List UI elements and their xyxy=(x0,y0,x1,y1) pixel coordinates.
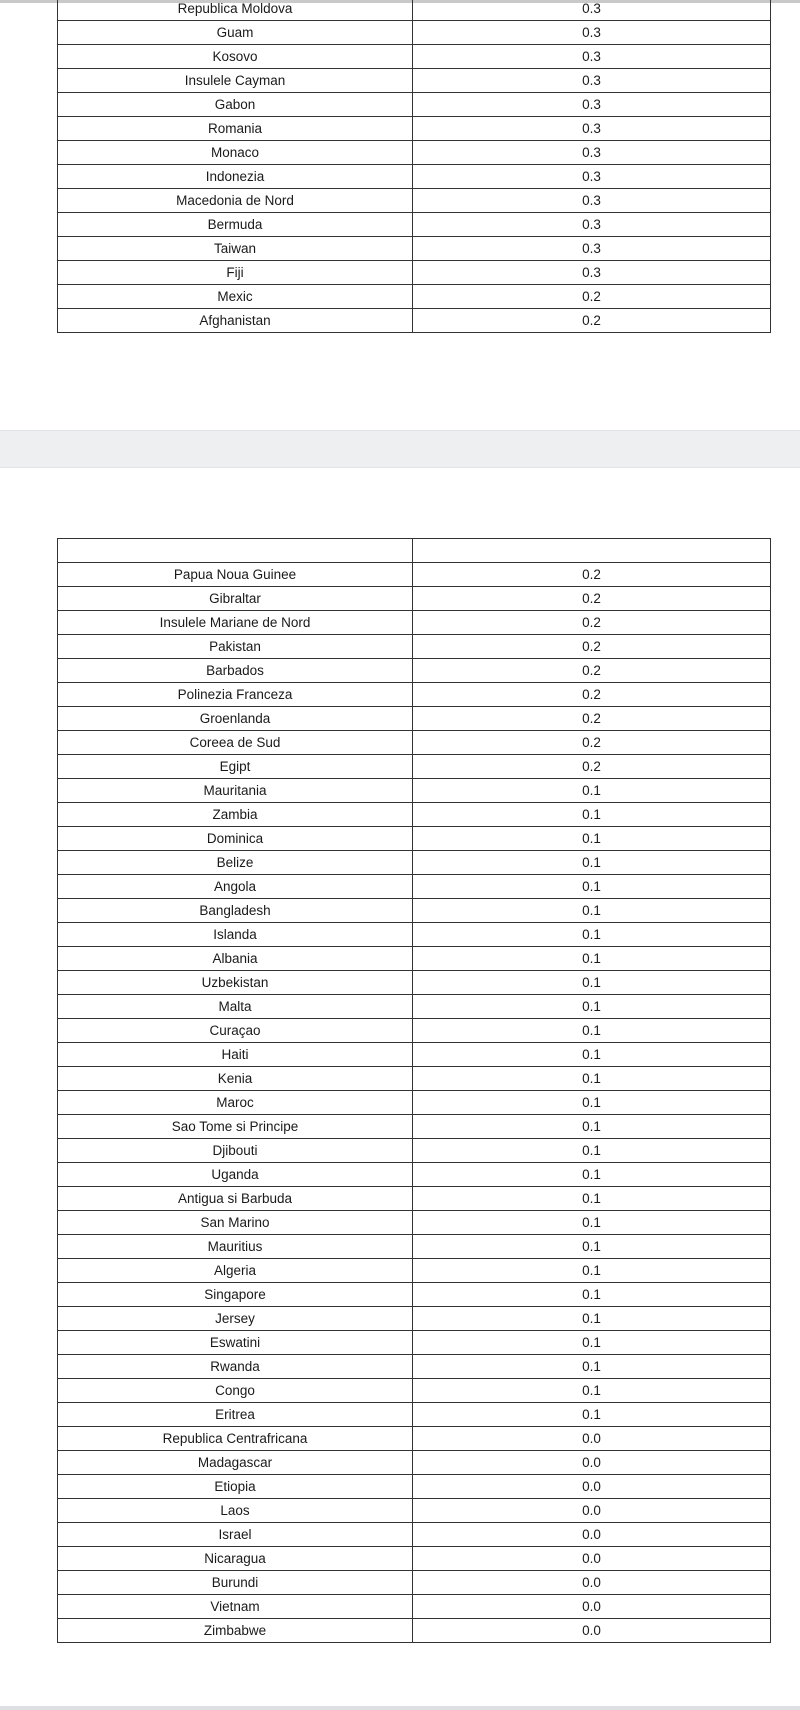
table-row xyxy=(58,117,771,141)
value-cell: 0.1 xyxy=(413,995,771,1019)
table-row xyxy=(58,1595,771,1619)
table-row xyxy=(58,0,771,21)
table-row xyxy=(58,1547,771,1571)
table-row xyxy=(58,93,771,117)
table-row xyxy=(58,1115,771,1139)
country-cell: Uganda xyxy=(58,1163,413,1187)
table-row xyxy=(58,1355,771,1379)
value-cell: 0.2 xyxy=(413,755,771,779)
value-cell: 0.1 xyxy=(413,1235,771,1259)
country-cell: Romania xyxy=(58,117,413,141)
table-row xyxy=(58,1307,771,1331)
value-cell: 0.0 xyxy=(413,1547,771,1571)
table-row xyxy=(58,635,771,659)
country-cell: Israel xyxy=(58,1523,413,1547)
country-cell: Laos xyxy=(58,1499,413,1523)
table-row xyxy=(58,1019,771,1043)
table-row xyxy=(58,923,771,947)
value-cell: 0.3 xyxy=(413,165,771,189)
value-cell: 0.1 xyxy=(413,923,771,947)
value-cell: 0.1 xyxy=(413,971,771,995)
country-cell: San Marino xyxy=(58,1211,413,1235)
country-cell: Taiwan xyxy=(58,237,413,261)
table-row xyxy=(58,189,771,213)
table-row xyxy=(58,803,771,827)
country-table-top xyxy=(57,0,771,333)
table-row xyxy=(58,45,771,69)
table-row xyxy=(58,971,771,995)
value-cell: 0.1 xyxy=(413,1067,771,1091)
value-cell: 0.1 xyxy=(413,1211,771,1235)
value-cell: 0.3 xyxy=(413,93,771,117)
value-cell: 0.1 xyxy=(413,1187,771,1211)
table-row xyxy=(58,827,771,851)
header-cell-empty xyxy=(413,539,771,563)
table-row xyxy=(58,947,771,971)
table-row xyxy=(58,1163,771,1187)
country-table-bottom xyxy=(57,538,771,1643)
table-row xyxy=(58,1235,771,1259)
value-cell: 0.0 xyxy=(413,1619,771,1643)
value-cell: 0.1 xyxy=(413,803,771,827)
table-row xyxy=(58,755,771,779)
value-cell: 0.1 xyxy=(413,827,771,851)
value-cell: 0.2 xyxy=(413,683,771,707)
table-row xyxy=(58,1451,771,1475)
country-cell: Maroc xyxy=(58,1091,413,1115)
country-cell: Insulele Mariane de Nord xyxy=(58,611,413,635)
country-cell: Papua Noua Guinee xyxy=(58,563,413,587)
value-cell: 0.0 xyxy=(413,1451,771,1475)
table-row xyxy=(58,899,771,923)
table-row xyxy=(58,659,771,683)
country-cell: Burundi xyxy=(58,1571,413,1595)
table-row xyxy=(58,1259,771,1283)
country-cell: Bermuda xyxy=(58,213,413,237)
value-cell: 0.0 xyxy=(413,1427,771,1451)
table-row xyxy=(58,1067,771,1091)
table-row xyxy=(58,309,771,333)
table-row xyxy=(58,1283,771,1307)
table-row xyxy=(58,1619,771,1643)
country-cell: Islanda xyxy=(58,923,413,947)
value-cell: 0.2 xyxy=(413,285,771,309)
country-cell: Mexic xyxy=(58,285,413,309)
country-cell: Gibraltar xyxy=(58,587,413,611)
value-cell: 0.1 xyxy=(413,899,771,923)
country-cell: Belize xyxy=(58,851,413,875)
country-cell: Madagascar xyxy=(58,1451,413,1475)
country-cell: Albania xyxy=(58,947,413,971)
value-cell: 0.2 xyxy=(413,635,771,659)
table-row xyxy=(58,707,771,731)
table-row xyxy=(58,683,771,707)
country-cell: Gabon xyxy=(58,93,413,117)
country-cell: Rwanda xyxy=(58,1355,413,1379)
country-cell: Monaco xyxy=(58,141,413,165)
page-separator xyxy=(0,430,800,468)
value-cell: 0.3 xyxy=(413,45,771,69)
country-cell: Barbados xyxy=(58,659,413,683)
country-cell: Afghanistan xyxy=(58,309,413,333)
country-cell: Angola xyxy=(58,875,413,899)
country-cell: Pakistan xyxy=(58,635,413,659)
table-row xyxy=(58,731,771,755)
value-cell: 0.1 xyxy=(413,1091,771,1115)
country-cell: Mauritania xyxy=(58,779,413,803)
value-cell: 0.3 xyxy=(413,117,771,141)
value-cell: 0.1 xyxy=(413,1163,771,1187)
value-cell: 0.3 xyxy=(413,261,771,285)
value-cell: 0.1 xyxy=(413,1283,771,1307)
value-cell: 0.1 xyxy=(413,1355,771,1379)
value-cell: 0.3 xyxy=(413,141,771,165)
country-cell: Eritrea xyxy=(58,1403,413,1427)
table-row xyxy=(58,875,771,899)
country-cell: Nicaragua xyxy=(58,1547,413,1571)
table-row xyxy=(58,1571,771,1595)
country-cell: Macedonia de Nord xyxy=(58,189,413,213)
table-row xyxy=(58,1379,771,1403)
table-row xyxy=(58,285,771,309)
value-cell: 0.3 xyxy=(413,189,771,213)
table-row xyxy=(58,213,771,237)
table-row xyxy=(58,995,771,1019)
country-cell: Groenlanda xyxy=(58,707,413,731)
value-cell: 0.1 xyxy=(413,1019,771,1043)
header-cell-empty xyxy=(58,539,413,563)
table-row xyxy=(58,21,771,45)
value-cell: 0.1 xyxy=(413,779,771,803)
table-row xyxy=(58,69,771,93)
value-cell: 0.0 xyxy=(413,1595,771,1619)
value-cell: 0.1 xyxy=(413,1139,771,1163)
value-cell: 0.3 xyxy=(413,21,771,45)
value-cell: 0.3 xyxy=(413,213,771,237)
country-cell: Curaçao xyxy=(58,1019,413,1043)
value-cell: 0.2 xyxy=(413,309,771,333)
country-cell: Kosovo xyxy=(58,45,413,69)
value-cell: 0.1 xyxy=(413,1307,771,1331)
page-bottom-edge xyxy=(0,1706,800,1710)
country-cell: Fiji xyxy=(58,261,413,285)
country-cell: Coreea de Sud xyxy=(58,731,413,755)
value-cell: 0.3 xyxy=(413,0,771,21)
value-cell: 0.0 xyxy=(413,1523,771,1547)
value-cell: 0.2 xyxy=(413,611,771,635)
value-cell: 0.0 xyxy=(413,1571,771,1595)
country-cell: Republica Moldova xyxy=(58,0,413,21)
value-cell: 0.1 xyxy=(413,1379,771,1403)
value-cell: 0.1 xyxy=(413,1331,771,1355)
value-cell: 0.3 xyxy=(413,69,771,93)
country-cell: Mauritius xyxy=(58,1235,413,1259)
value-cell: 0.2 xyxy=(413,563,771,587)
value-cell: 0.0 xyxy=(413,1499,771,1523)
table-row xyxy=(58,1091,771,1115)
country-cell: Dominica xyxy=(58,827,413,851)
table-row xyxy=(58,165,771,189)
table-row xyxy=(58,1331,771,1355)
country-cell: Insulele Cayman xyxy=(58,69,413,93)
table-row xyxy=(58,1499,771,1523)
value-cell: 0.2 xyxy=(413,731,771,755)
country-cell: Algeria xyxy=(58,1259,413,1283)
table-row xyxy=(58,1475,771,1499)
value-cell: 0.1 xyxy=(413,851,771,875)
country-cell: Uzbekistan xyxy=(58,971,413,995)
country-cell: Congo xyxy=(58,1379,413,1403)
country-cell: Republica Centrafricana xyxy=(58,1427,413,1451)
country-cell: Eswatini xyxy=(58,1331,413,1355)
country-cell: Haiti xyxy=(58,1043,413,1067)
country-cell: Guam xyxy=(58,21,413,45)
table-row xyxy=(58,1523,771,1547)
country-cell: Bangladesh xyxy=(58,899,413,923)
table-row xyxy=(58,237,771,261)
country-cell: Zambia xyxy=(58,803,413,827)
value-cell: 0.3 xyxy=(413,237,771,261)
value-cell: 0.2 xyxy=(413,587,771,611)
value-cell: 0.1 xyxy=(413,947,771,971)
country-cell: Jersey xyxy=(58,1307,413,1331)
table-row xyxy=(58,141,771,165)
table-row xyxy=(58,563,771,587)
table-row xyxy=(58,779,771,803)
country-cell: Sao Tome si Principe xyxy=(58,1115,413,1139)
country-cell: Indonezia xyxy=(58,165,413,189)
value-cell: 0.1 xyxy=(413,875,771,899)
country-cell: Polinezia Franceza xyxy=(58,683,413,707)
table-row xyxy=(58,1043,771,1067)
country-cell: Zimbabwe xyxy=(58,1619,413,1643)
value-cell: 0.0 xyxy=(413,1475,771,1499)
country-cell: Egipt xyxy=(58,755,413,779)
country-cell: Singapore xyxy=(58,1283,413,1307)
table-header-row xyxy=(58,539,771,563)
country-cell: Antigua si Barbuda xyxy=(58,1187,413,1211)
table-row xyxy=(58,851,771,875)
table-row xyxy=(58,261,771,285)
table-row xyxy=(58,587,771,611)
table-row xyxy=(58,611,771,635)
table-row xyxy=(58,1211,771,1235)
value-cell: 0.1 xyxy=(413,1259,771,1283)
value-cell: 0.1 xyxy=(413,1403,771,1427)
table-row xyxy=(58,1139,771,1163)
country-cell: Malta xyxy=(58,995,413,1019)
table-row xyxy=(58,1427,771,1451)
country-cell: Kenia xyxy=(58,1067,413,1091)
value-cell: 0.1 xyxy=(413,1115,771,1139)
country-cell: Etiopia xyxy=(58,1475,413,1499)
table-row xyxy=(58,1187,771,1211)
value-cell: 0.2 xyxy=(413,707,771,731)
country-cell: Djibouti xyxy=(58,1139,413,1163)
value-cell: 0.1 xyxy=(413,1043,771,1067)
country-cell: Vietnam xyxy=(58,1595,413,1619)
table-row xyxy=(58,1403,771,1427)
value-cell: 0.2 xyxy=(413,659,771,683)
